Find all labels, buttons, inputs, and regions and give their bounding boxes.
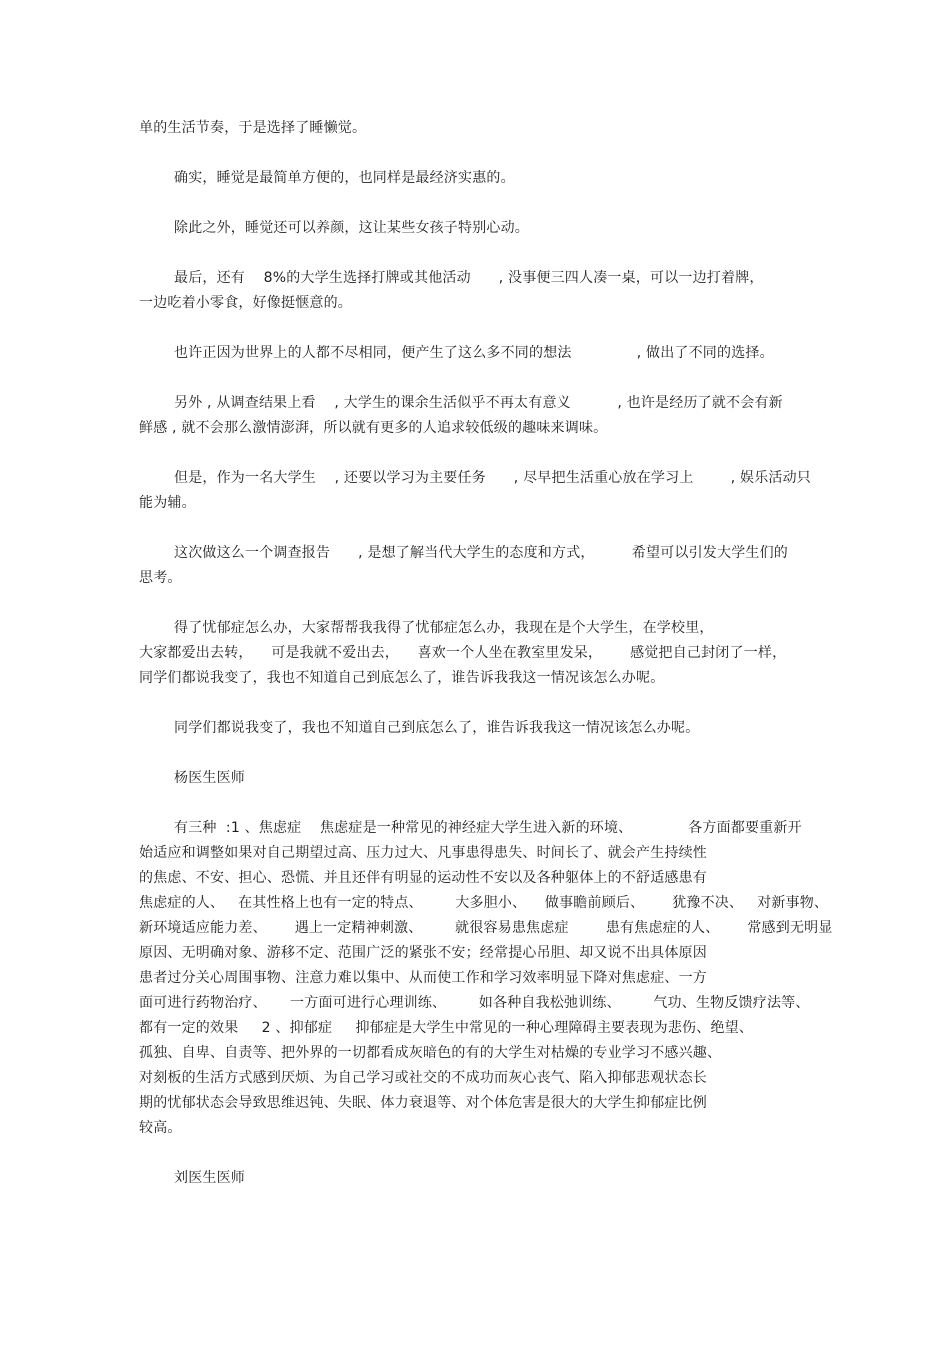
paragraph-line: 另外 , 从调查结果上看 , 大学生的课余生活似乎不再太有意义 , 也许是经历了就不会有新 [174,395,783,411]
paragraph-line: 的焦虑、不安、担心、恐慌、并且还伴有明显的运动性不安以及各种躯体上的不舒适感患有 [139,870,707,886]
paragraph-line: 期的忧郁状态会导致思维迟钝、失眠、体力衰退等、对个体危害是很大的大学生抑郁症比例 [139,1095,707,1111]
paragraph-line: 这次做这么一个调查报告 , 是想了解当代大学生的态度和方式， 希望可以引发大学生们的 [174,545,789,561]
signature-line: 刘医生医师 [174,1170,245,1186]
paragraph-line: 大家都爱出去转， 可是我就不爱出去， 喜欢一个人坐在教室里发呆， 感觉把自己封闭了一样， [139,645,787,661]
paragraph-line: 得了忧郁症怎么办，大家帮帮我我得了忧郁症怎么办，我现在是个大学生，在学校里， [174,620,714,636]
paragraph-line: 都有一定的效果 2 、抑郁症 抑郁症是大学生中常见的一种心理障碍主要表现为悲伤、绝望、 [139,1020,754,1036]
paragraph-line: 较高。 [139,1120,182,1136]
paragraph-line: 新环境适应能力差、 遇上一定精神刺激、 就很容易患焦虑症 患有焦虑症的人、 常感到无明显 [139,920,833,936]
paragraph-line: 始适应和调整如果对自己期望过高、压力过大、凡事患得患失、时间长了、就会产生持续性 [139,845,707,861]
paragraph-line: 原因、无明确对象、游移不定、范围广泛的紧张不安；经常提心吊胆、却又说不出具体原因 [139,945,707,961]
paragraph-line: 确实，睡觉是最简单方便的，也同样是最经济实惠的。 [174,170,515,186]
signature-line: 杨医生医师 [174,770,245,786]
paragraph-line: 鲜感 , 就不会那么激情澎湃，所以就有更多的人追求较低级的趣味来调味。 [139,420,608,436]
paragraph-line: 单的生活节奏，于是选择了睡懒觉。 [139,120,367,136]
paragraph-line: 一边吃着小零食，好像挺惬意的。 [139,295,352,311]
paragraph-line: 同学们都说我变了，我也不知道自己到底怎么了，谁告诉我我这一情况该怎么办呢。 [139,670,665,686]
paragraph-line: 患者过分关心周围事物、注意力难以集中、从而使工作和学习效率明显下降对焦虑症、一方 [139,970,707,986]
paragraph-line: 除此之外，睡觉还可以养颜，这让某些女孩子特别心动。 [174,220,529,236]
paragraph-line: 有三种 :1 、焦虑症 焦虑症是一种常见的神经症大学生进入新的环境、 各方面都要重新开 [174,820,802,836]
paragraph-line: 孤独、自卑、自责等、把外界的一切都看成灰暗色的有的大学生对枯燥的专业学习不感兴趣、 [139,1045,722,1061]
paragraph-line: 能为辅。 [139,495,196,511]
paragraph-line: 面可进行药物治疗、 一方面可进行心理训练、 如各种自我松弛训练、 气功、生物反馈疗法等、 [139,995,810,1011]
paragraph-line: 思考。 [139,570,182,586]
paragraph-line: 也许正因为世界上的人都不尽相同，便产生了这么多不同的想法 , 做出了不同的选择。 [174,345,774,361]
paragraph-line: 但是，作为一名大学生 , 还要以学习为主要任务 , 尽早把生活重心放在学习上 , 娱乐活动只 [174,470,812,486]
paragraph-line: 同学们都说我变了，我也不知道自己到底怎么了，谁告诉我我这一情况该怎么办呢。 [174,720,700,736]
paragraph-line: 对刻板的生活方式感到厌烦、为自己学习或社交的不成功而灰心丧气、陷入抑郁悲观状态长 [139,1070,707,1086]
paragraph-line: 最后，还有 8%的大学生选择打牌或其他活动 , 没事便三四人凑一桌，可以一边打着牌， [174,270,764,286]
paragraph-line: 焦虑症的人、 在其性格上也有一定的特点、 大多胆小、 做事瞻前顾后、 犹豫不决、 对新事物、 [139,895,829,911]
